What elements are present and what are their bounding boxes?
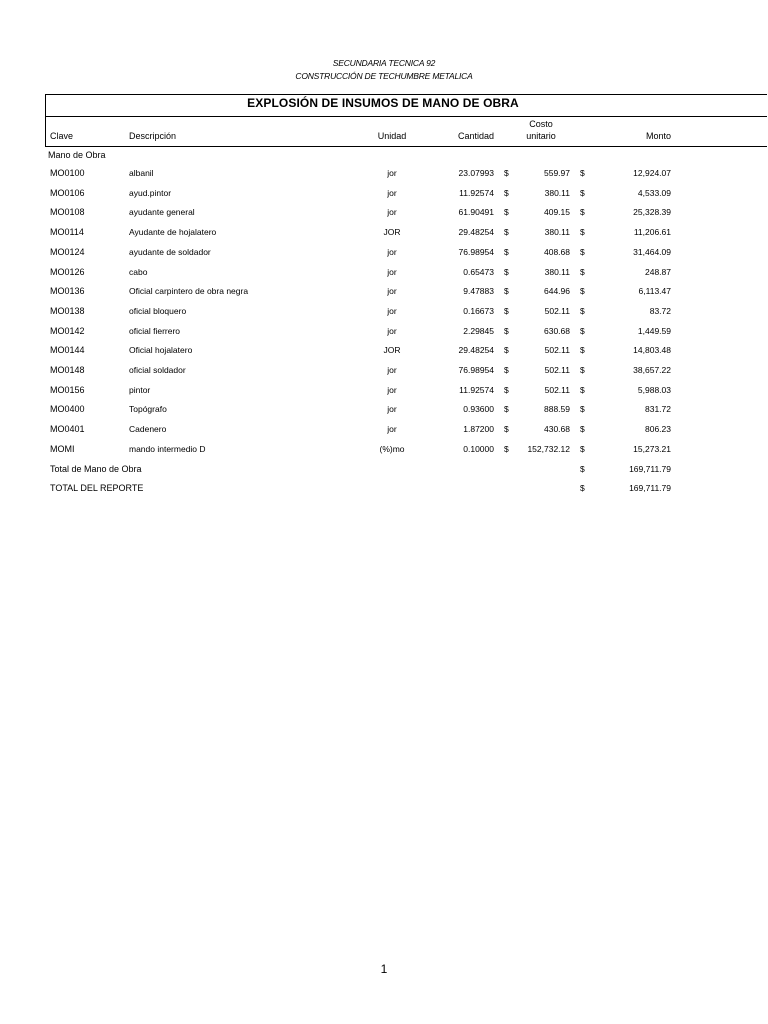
- cell-currency-symbol: $: [504, 365, 509, 375]
- table-row: [0, 168, 768, 187]
- table-row: [0, 326, 768, 345]
- cell-cantidad: 1.87200: [463, 424, 494, 435]
- cell-monto: 83.72: [649, 305, 671, 316]
- cell-monto: 806.23: [645, 424, 671, 435]
- cell-descripcion: oficial bloquero: [129, 305, 187, 316]
- report-title: EXPLOSIÓN DE INSUMOS DE MANO DE OBRA: [247, 96, 519, 110]
- cell-clave: MO0401: [50, 424, 85, 435]
- cell-currency-symbol: $: [504, 404, 509, 415]
- cell-descripcion: mando intermedio D: [129, 443, 206, 454]
- cell-costo-unitario: 502.11: [544, 384, 570, 395]
- cell-unidad: jor: [387, 187, 397, 198]
- cell-currency-symbol: $: [580, 483, 585, 494]
- cell-costo-unitario: 502.11: [544, 305, 570, 316]
- cell-costo-unitario: 408.68: [544, 246, 570, 257]
- cell-clave: MO0156: [50, 384, 85, 395]
- cell-unidad: jor: [387, 365, 397, 375]
- table-row: [0, 404, 768, 423]
- cell-currency-symbol: $: [580, 246, 585, 257]
- cell-costo-unitario: 380.11: [544, 187, 570, 198]
- column-header-unidad: Unidad: [377, 131, 407, 141]
- cell-unidad: jor: [387, 266, 397, 277]
- organization-name: SECUNDARIA TECNICA 92: [332, 58, 436, 68]
- cell-currency-symbol: $: [504, 187, 509, 198]
- cell-unidad: jor: [387, 325, 397, 336]
- page-number: 1: [380, 962, 388, 976]
- column-header-monto: Monto: [645, 131, 671, 141]
- total-label: Total de Mano de Obra: [50, 463, 142, 474]
- cell-unidad: jor: [387, 305, 397, 316]
- cell-clave: MO0136: [50, 286, 85, 297]
- cell-costo-unitario: 152,732.12: [527, 443, 570, 454]
- cell-monto: 1,449.59: [637, 325, 671, 336]
- cell-cantidad: 11.92574: [459, 384, 494, 395]
- column-header-costo-line1: Costo: [529, 119, 553, 129]
- table-row: [0, 286, 768, 305]
- cell-currency-symbol: $: [580, 365, 585, 375]
- cell-monto: 25,328.39: [633, 207, 671, 218]
- total-monto: 169,711.79: [629, 463, 671, 474]
- cell-clave: MOMI: [50, 443, 75, 454]
- cell-unidad: jor: [387, 384, 397, 395]
- cell-currency-symbol: $: [580, 168, 585, 178]
- cell-currency-symbol: $: [504, 168, 509, 178]
- cell-clave: MO0138: [50, 305, 85, 316]
- column-header-descripcion: Descripción: [129, 131, 177, 141]
- cell-currency-symbol: $: [504, 305, 509, 316]
- cell-costo-unitario: 502.11: [544, 365, 570, 375]
- cell-clave: MO0124: [50, 246, 85, 257]
- cell-currency-symbol: $: [504, 424, 509, 435]
- cell-currency-symbol: $: [580, 424, 585, 435]
- cell-clave: MO0142: [50, 325, 85, 336]
- cell-monto: 15,273.21: [633, 443, 671, 454]
- table-row: [0, 444, 768, 463]
- cell-monto: 248.87: [645, 266, 671, 277]
- table-row: [0, 247, 768, 266]
- cell-unidad: JOR: [383, 345, 401, 356]
- cell-currency-symbol: $: [580, 463, 585, 474]
- cell-currency-symbol: $: [504, 286, 509, 297]
- cell-currency-symbol: $: [504, 384, 509, 395]
- column-header-costo-line2: unitario: [526, 131, 556, 141]
- table-row: [0, 424, 768, 443]
- cell-descripcion: oficial fierrero: [129, 325, 181, 336]
- cell-monto: 14,803.48: [633, 345, 671, 356]
- cell-descripcion: Oficial hojalatero: [129, 345, 193, 356]
- cell-cantidad: 0.10000: [463, 443, 494, 454]
- cell-costo-unitario: 644.96: [544, 286, 570, 297]
- cell-descripcion: Ayudante de hojalatero: [129, 227, 217, 238]
- cell-currency-symbol: $: [580, 207, 585, 218]
- total-monto: 169,711.79: [629, 483, 671, 494]
- table-row: [0, 365, 768, 384]
- cell-monto: 31,464.09: [633, 246, 671, 257]
- cell-descripcion: cabo: [129, 266, 148, 277]
- cell-currency-symbol: $: [580, 384, 585, 395]
- title-divider: [45, 116, 767, 117]
- cell-currency-symbol: $: [504, 266, 509, 277]
- cell-costo-unitario: 380.11: [544, 227, 570, 238]
- cell-currency-symbol: $: [504, 345, 509, 356]
- cell-cantidad: 23.07993: [458, 168, 494, 178]
- cell-costo-unitario: 409.15: [544, 207, 570, 218]
- cell-unidad: jor: [387, 246, 397, 257]
- cell-cantidad: 76.98954: [458, 365, 494, 375]
- table-row: [0, 306, 768, 325]
- cell-monto: 831.72: [645, 404, 671, 415]
- cell-currency-symbol: $: [504, 443, 509, 454]
- cell-costo-unitario: 380.11: [544, 266, 570, 277]
- cell-currency-symbol: $: [580, 404, 585, 415]
- cell-currency-symbol: $: [580, 227, 585, 238]
- cell-descripcion: ayud.pintor: [129, 187, 172, 198]
- table-row: [0, 207, 768, 226]
- cell-unidad: (%)mo: [379, 443, 405, 454]
- cell-currency-symbol: $: [504, 207, 509, 218]
- cell-clave: MO0144: [50, 345, 85, 356]
- cell-clave: MO0400: [50, 404, 85, 415]
- cell-descripcion: Cadenero: [129, 424, 167, 435]
- cell-unidad: JOR: [383, 227, 401, 238]
- cell-descripcion: ayudante de soldador: [129, 246, 211, 257]
- cell-monto: 4,533.09: [637, 187, 671, 198]
- column-header-clave: Clave: [50, 131, 74, 141]
- cell-costo-unitario: 888.59: [544, 404, 570, 415]
- table-row: [0, 345, 768, 364]
- total-row: [0, 464, 768, 483]
- column-header-cantidad: Cantidad: [457, 131, 494, 141]
- cell-currency-symbol: $: [580, 345, 585, 356]
- cell-cantidad: 29.48254: [458, 227, 494, 238]
- cell-descripcion: oficial soldador: [129, 365, 186, 375]
- cell-unidad: jor: [387, 424, 397, 435]
- cell-monto: 6,113.47: [638, 286, 671, 297]
- cell-cantidad: 11.92574: [459, 187, 494, 198]
- cell-unidad: jor: [387, 286, 397, 297]
- cell-clave: MO0148: [50, 365, 85, 375]
- cell-currency-symbol: $: [504, 227, 509, 238]
- cell-cantidad: 9.47883: [463, 286, 494, 297]
- cell-currency-symbol: $: [580, 305, 585, 316]
- cell-cantidad: 0.93600: [463, 404, 494, 415]
- cell-monto: 5,988.03: [637, 384, 671, 395]
- cell-monto: 12,924.07: [633, 168, 671, 178]
- cell-clave: MO0106: [50, 187, 85, 198]
- table-row: [0, 227, 768, 246]
- cell-clave: MO0126: [50, 266, 85, 277]
- cell-currency-symbol: $: [580, 187, 585, 198]
- table-row: [0, 188, 768, 207]
- project-name: CONSTRUCCIÓN DE TECHUMBRE METALICA: [295, 71, 473, 81]
- cell-cantidad: 2.29845: [463, 325, 494, 336]
- cell-clave: MO0114: [50, 227, 84, 238]
- cell-descripcion: Topógrafo: [129, 404, 167, 415]
- cell-costo-unitario: 559.97: [544, 168, 570, 178]
- cell-currency-symbol: $: [580, 443, 585, 454]
- table-row: [0, 267, 768, 286]
- cell-cantidad: 61.90491: [458, 207, 494, 218]
- cell-currency-symbol: $: [504, 325, 509, 336]
- total-label: TOTAL DEL REPORTE: [50, 483, 144, 494]
- cell-descripcion: ayudante general: [129, 207, 195, 218]
- cell-clave: MO0108: [50, 207, 85, 218]
- cell-currency-symbol: $: [580, 266, 585, 277]
- section-label: Mano de Obra: [48, 150, 106, 160]
- cell-currency-symbol: $: [580, 325, 585, 336]
- cell-currency-symbol: $: [580, 286, 585, 297]
- cell-monto: 38,657.22: [633, 365, 671, 375]
- cell-monto: 11,206.61: [633, 227, 671, 238]
- cell-costo-unitario: 502.11: [544, 345, 570, 356]
- cell-unidad: jor: [387, 404, 397, 415]
- cell-cantidad: 76.98954: [458, 246, 494, 257]
- cell-clave: MO0100: [50, 168, 85, 178]
- cell-costo-unitario: 630.68: [544, 325, 570, 336]
- cell-cantidad: 29.48254: [458, 345, 494, 356]
- cell-unidad: jor: [387, 168, 397, 178]
- total-row: [0, 483, 768, 502]
- cell-currency-symbol: $: [504, 246, 509, 257]
- cell-unidad: jor: [387, 207, 397, 218]
- table-row: [0, 385, 768, 404]
- cell-cantidad: 0.16673: [463, 305, 494, 316]
- cell-cantidad: 0.65473: [463, 266, 494, 277]
- cell-costo-unitario: 430.68: [544, 424, 570, 435]
- cell-descripcion: pintor: [129, 384, 151, 395]
- cell-descripcion: Oficial carpintero de obra negra: [129, 286, 249, 297]
- cell-descripcion: albanil: [129, 168, 154, 178]
